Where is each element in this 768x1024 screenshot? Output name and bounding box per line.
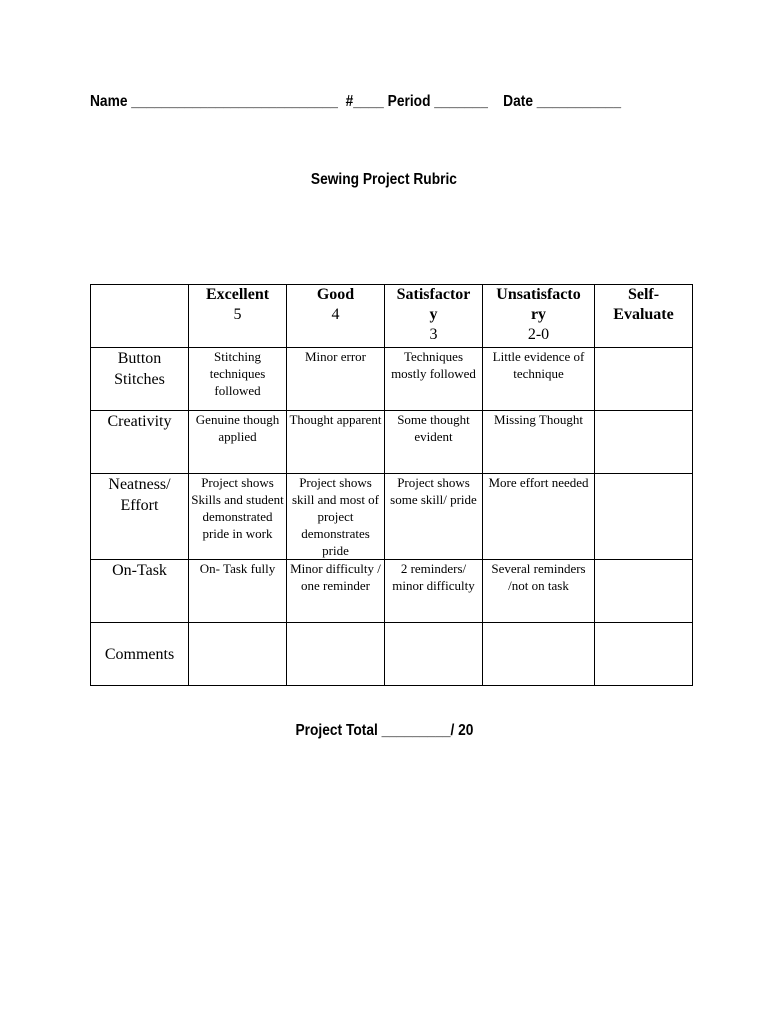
student-info-line: Name ___________________________ #____ Period _______ Date ___________ (90, 93, 621, 110)
table-cell: Minor error (287, 348, 385, 411)
table-cell: Missing Thought (483, 411, 595, 474)
table-cell: Genuine though applied (189, 411, 287, 474)
comment-cell[interactable] (595, 623, 693, 686)
self-evaluate-cell[interactable] (595, 474, 693, 560)
row-label-comments: Comments (91, 623, 189, 686)
table-cell: Some thought evident (385, 411, 483, 474)
column-header-unsatisfactory: Unsatisfacto ry 2-0 (483, 285, 595, 348)
table-cell: Project shows skill and most of project demonstrates pride (287, 474, 385, 560)
table-cell: Stitching techniques followed (189, 348, 287, 411)
table-cell: More effort needed (483, 474, 595, 560)
page-title: Sewing Project Rubric (310, 171, 458, 188)
project-total-line: Project Total _________/ 20 (295, 722, 473, 739)
table-cell: 2 reminders/ minor difficulty (385, 560, 483, 623)
table-cell: Little evidence of technique (483, 348, 595, 411)
table-row (91, 348, 693, 411)
comment-cell[interactable] (483, 623, 595, 686)
comment-cell[interactable] (189, 623, 287, 686)
table-cell: Thought apparent (287, 411, 385, 474)
table-cell: On- Task fully (189, 560, 287, 623)
table-cell: Techniques mostly followed (385, 348, 483, 411)
rubric-table (90, 284, 693, 686)
header-corner-cell (91, 285, 189, 348)
table-cell: Project shows Skills and student demonstrated pride in work (189, 474, 287, 560)
column-header-self-evaluate: Self-Evaluate (595, 285, 693, 348)
table-header-row (91, 285, 693, 348)
self-evaluate-cell[interactable] (595, 560, 693, 623)
row-label-on-task: On-Task (91, 560, 189, 623)
table-row (91, 560, 693, 623)
row-label-neatness-effort: Neatness/ Effort (91, 474, 189, 560)
comment-cell[interactable] (287, 623, 385, 686)
table-cell: Project shows some skill/ pride (385, 474, 483, 560)
column-header-excellent: Excellent 5 (189, 285, 287, 348)
comment-cell[interactable] (385, 623, 483, 686)
table-row (91, 474, 693, 560)
table-row (91, 623, 693, 686)
table-row (91, 411, 693, 474)
table-cell: Minor difficulty / one reminder (287, 560, 385, 623)
column-header-good: Good 4 (287, 285, 385, 348)
table-cell: Several reminders /not on task (483, 560, 595, 623)
row-label-creativity: Creativity (91, 411, 189, 474)
self-evaluate-cell[interactable] (595, 411, 693, 474)
row-label-button-stitches: Button Stitches (91, 348, 189, 411)
self-evaluate-cell[interactable] (595, 348, 693, 411)
column-header-satisfactory: Satisfactor y 3 (385, 285, 483, 348)
